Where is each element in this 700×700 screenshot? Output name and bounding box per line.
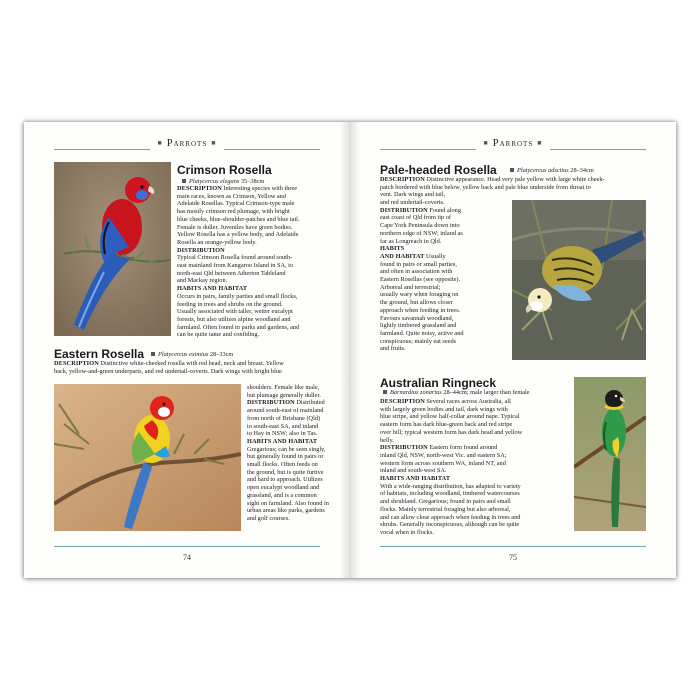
text-run: and Mackay region. xyxy=(177,277,228,285)
text-line xyxy=(380,238,508,246)
text-line xyxy=(177,193,327,201)
australian-ringneck-text xyxy=(380,398,568,537)
crimson-rosella-photo xyxy=(54,162,171,336)
section-label: DESCRIPTION xyxy=(380,176,425,183)
running-head: ■ Parrots ■ xyxy=(483,138,543,149)
header-rule-left xyxy=(380,149,476,150)
text-run: and golf courses. xyxy=(247,514,290,522)
text-run: and hard to approach. Utilizes xyxy=(247,476,323,484)
text-line xyxy=(380,506,568,514)
text-line xyxy=(177,224,327,232)
section-label: DESCRIPTION xyxy=(380,398,425,405)
text-run: Distributed xyxy=(294,399,325,407)
text-line xyxy=(247,415,327,423)
text-run: far as Longreach in Qld. xyxy=(380,237,442,245)
header-rule-left xyxy=(54,149,150,150)
text-run: Rosella an orange-yellow body. xyxy=(177,238,257,246)
text-line xyxy=(177,247,327,255)
eastern-rosella-scientific-name: Platycercus eximius 28–33cm xyxy=(151,351,233,358)
text-line xyxy=(54,368,324,376)
text-run: conspicuous; mainly eat seeds xyxy=(380,337,457,345)
text-line xyxy=(177,254,327,262)
text-line xyxy=(380,307,508,315)
text-run: and often in association with xyxy=(380,268,453,276)
pale-headed-rosella-text-side xyxy=(380,199,508,353)
text-line xyxy=(247,399,327,407)
text-line xyxy=(380,245,508,253)
text-line xyxy=(177,185,327,193)
section-label: HABITS xyxy=(380,245,405,253)
text-run: and red undertail-coverts. xyxy=(380,199,445,206)
text-line xyxy=(380,299,508,307)
text-run: and can allow close approach when feeding in trees and xyxy=(380,513,521,521)
section-label: HABITS AND HABITAT xyxy=(247,437,318,445)
text-run: Gregarious; can be seen singly, xyxy=(247,445,326,453)
pale-headed-rosella-text-top xyxy=(380,176,650,199)
text-run: from north of Brisbane (Qld) xyxy=(247,414,321,422)
text-run: and shrubland. Gregarious; found in pairs and small xyxy=(380,498,511,506)
text-run: farmland. Quite noisy, active and xyxy=(380,329,464,337)
section-label: DISTRIBUTION xyxy=(247,399,295,407)
text-run: approach when feeding in trees. xyxy=(380,306,461,314)
text-run: Found along xyxy=(427,206,461,214)
eastern-rosella-photo xyxy=(54,384,241,531)
text-run: inland Qld, NSW, north-west Vic. and eastern SA; xyxy=(380,451,507,459)
crimson-rosella-scientific-name: Platycercus elegans 35–38cm xyxy=(182,178,264,185)
footer-rule xyxy=(380,546,646,547)
text-line xyxy=(380,444,568,452)
text-run: western form across southern WA, inland NT, and xyxy=(380,459,506,467)
text-run: Usually xyxy=(424,252,446,260)
text-run: around south-east of mainland xyxy=(247,407,324,415)
text-run: to Hay in NSW; also in Tas. xyxy=(247,430,318,438)
text-run: Typical Crimson Rosella found around south- xyxy=(177,254,293,262)
text-line xyxy=(380,452,568,460)
text-line xyxy=(247,469,327,477)
eastern-rosella-text-side xyxy=(247,384,327,523)
text-run: Distinctive appearance. Head very pale yellow with large white cheek- xyxy=(424,176,605,183)
bullet-square-icon xyxy=(383,390,387,394)
text-run: the ground, but allows closer xyxy=(380,299,453,307)
text-line xyxy=(380,184,650,192)
text-line xyxy=(380,214,508,222)
text-line xyxy=(380,222,508,230)
page-number: 74 xyxy=(183,553,191,562)
text-line xyxy=(380,199,508,207)
text-line xyxy=(247,476,327,484)
pale-headed-rosella-photo xyxy=(512,200,646,360)
text-run: east mainland from Kangaroo Island in SA, to xyxy=(177,262,294,270)
crimson-rosella-text xyxy=(177,185,327,339)
text-run: inland and south-west SA. xyxy=(380,467,447,475)
text-run: Adelaide Rosellas. Typical Crimson-type male xyxy=(177,200,295,208)
text-run: back, yellow-and-green underparts, and red undertail-coverts. Dark wings with bright blue xyxy=(54,367,282,375)
text-line xyxy=(54,360,324,368)
text-run: shoulders. Female like male, xyxy=(247,384,320,391)
section-label: HABITS AND HABITAT xyxy=(380,475,451,483)
text-line xyxy=(380,191,650,199)
text-run: found in pairs or small parties, xyxy=(380,260,457,268)
text-line xyxy=(247,423,327,431)
text-run: Arboreal and terrestrial; xyxy=(380,283,441,291)
text-line xyxy=(247,430,327,438)
text-line xyxy=(380,521,568,529)
text-line xyxy=(177,301,327,309)
text-line xyxy=(177,316,327,324)
text-run: northern edge of NSW; inland as xyxy=(380,229,463,237)
header-rule-right xyxy=(550,149,646,150)
header-rule-right xyxy=(224,149,320,150)
text-line xyxy=(380,261,508,269)
text-line xyxy=(177,308,327,316)
text-run: blue stripe, and yellow half-collar around nape. Typical xyxy=(380,413,520,421)
text-line xyxy=(247,461,327,469)
text-run: feeding in trees and shrubs on the ground. xyxy=(177,300,283,308)
text-line xyxy=(247,392,327,400)
text-line xyxy=(177,262,327,270)
text-run: main races, known as Crimson, Yellow and xyxy=(177,192,286,200)
text-run: open eucalypt woodland and xyxy=(247,484,320,492)
text-line xyxy=(247,384,327,392)
text-line xyxy=(380,284,508,292)
text-line xyxy=(380,421,568,429)
text-line xyxy=(380,322,508,330)
text-run: Eastern form found around xyxy=(427,444,498,452)
text-run: Female is duller. Juveniles have green bodies. xyxy=(177,223,293,231)
footer-rule xyxy=(54,546,320,547)
text-line xyxy=(177,324,327,332)
section-label: DESCRIPTION xyxy=(54,360,99,367)
bullet-square-icon xyxy=(151,352,155,356)
text-run: shrubs. Generally inconspicuous, although can be quite xyxy=(380,521,520,529)
text-run: with largely green bodies and tail, dark wings with xyxy=(380,405,508,413)
text-run: but generally found in pairs or xyxy=(247,453,324,461)
text-line xyxy=(380,398,568,406)
text-run: Interesting species with three xyxy=(221,185,298,192)
text-line xyxy=(380,437,568,445)
running-head: ■ Parrots ■ xyxy=(157,138,217,149)
text-run: usually wary when foraging on xyxy=(380,291,459,299)
text-line xyxy=(247,500,327,508)
text-line xyxy=(177,331,327,339)
text-line xyxy=(247,515,327,523)
text-line xyxy=(380,330,508,338)
text-line xyxy=(380,498,568,506)
text-line xyxy=(247,507,327,515)
text-line xyxy=(177,293,327,301)
section-label: DISTRIBUTION xyxy=(177,246,225,254)
text-line xyxy=(177,277,327,285)
text-line xyxy=(177,208,327,216)
text-run: Occurs in pairs, family parties and small flocks, xyxy=(177,292,298,300)
text-line xyxy=(380,207,508,215)
text-run: vocal when in flocks. xyxy=(380,528,434,536)
text-line xyxy=(380,460,568,468)
text-line xyxy=(247,492,327,500)
text-line xyxy=(177,270,327,278)
text-line xyxy=(380,514,568,522)
text-run: Usually associated with taller, wetter eucalypt xyxy=(177,308,293,316)
text-run: Eastern Rosellas (see opposite). xyxy=(380,276,461,284)
text-line xyxy=(380,529,568,537)
text-run: small flocks. Often feeds on xyxy=(247,461,318,469)
text-run: the ground, but is quite furtive xyxy=(247,468,324,476)
text-line xyxy=(380,429,568,437)
text-line xyxy=(380,467,568,475)
section-label: AND HABITAT xyxy=(380,252,425,260)
text-line xyxy=(247,484,327,492)
text-run: Cape York Peninsula down into xyxy=(380,222,460,230)
text-line xyxy=(380,315,508,323)
text-run: east coast of Qld from tip of xyxy=(380,214,451,222)
text-run: belly. xyxy=(380,436,394,444)
text-run: blue cheeks, blue-shoulder-patches and blue tail. xyxy=(177,215,300,223)
text-line xyxy=(177,216,327,224)
australian-ringneck-photo xyxy=(574,377,646,531)
text-line xyxy=(177,239,327,247)
text-line xyxy=(380,176,650,184)
text-line xyxy=(380,230,508,238)
text-run: grassland, and is a common xyxy=(247,491,317,499)
text-line xyxy=(380,276,508,284)
text-line xyxy=(380,345,508,353)
section-label: DESCRIPTION xyxy=(177,185,222,192)
text-run: flocks. Mainly terrestrial foraging but also arboreal, xyxy=(380,505,511,513)
text-run: forests, but also utilizes alpine woodland and xyxy=(177,315,291,323)
section-label: DISTRIBUTION xyxy=(380,444,428,452)
text-line xyxy=(380,338,508,346)
bullet-square-icon xyxy=(510,168,514,172)
text-run: and fruits. xyxy=(380,345,406,353)
text-line xyxy=(247,446,327,454)
text-run: to south-east SA, and inland xyxy=(247,422,319,430)
text-run: urban areas like parks, gardens xyxy=(247,507,325,515)
text-run: of habitats, including woodland, timbered watercourses xyxy=(380,490,520,498)
section-label: HABITS AND HABITAT xyxy=(177,285,248,293)
text-line xyxy=(177,231,327,239)
text-run: With a wide-ranging distribution, has adapted to variety xyxy=(380,482,521,490)
page-75 xyxy=(350,122,676,578)
pale-headed-rosella-title: Pale-headed Rosella xyxy=(380,163,497,177)
text-run: eastern form has dark blue-green back and red stripe xyxy=(380,421,513,429)
text-line xyxy=(380,253,508,261)
text-run: farmland. Often found in parks and gardens, and xyxy=(177,323,300,331)
text-line xyxy=(380,475,568,483)
page-74 xyxy=(24,122,350,578)
text-run: patch bordered with blue below, yellow back and pale blue underside from throat to xyxy=(380,183,591,191)
text-run: Several races across Australia, all xyxy=(424,398,511,405)
text-line xyxy=(380,268,508,276)
open-book xyxy=(24,122,676,578)
text-run: has mostly crimson red plumage, with bright xyxy=(177,208,290,216)
australian-ringneck-scientific-name: Barnardius zonarius 28–44cm; male larger than female xyxy=(383,389,530,396)
crimson-rosella-title: Crimson Rosella xyxy=(177,163,272,177)
text-run: north-east Qld between Atherton Tableland xyxy=(177,269,286,277)
section-label: DISTRIBUTION xyxy=(380,206,428,214)
text-run: sight on farmland. Also found in xyxy=(247,499,329,507)
eastern-rosella-text-top xyxy=(54,360,324,375)
text-run: Favours savannah woodland, xyxy=(380,314,454,322)
text-run: can be quite tame and confiding. xyxy=(177,331,260,339)
text-line xyxy=(177,200,327,208)
text-run: Yellow Rosella has a yellow body, and Adelaide xyxy=(177,231,299,239)
australian-ringneck-title: Australian Ringneck xyxy=(380,376,497,390)
text-line xyxy=(380,483,568,491)
text-line xyxy=(177,285,327,293)
text-run: over bill; typical western form has dark head and yellow xyxy=(380,428,523,436)
text-run: lightly timbered grassland and xyxy=(380,322,457,330)
text-line xyxy=(380,413,568,421)
text-line xyxy=(247,453,327,461)
pale-headed-rosella-scientific-name: Platycercus adscitus 28–34cm xyxy=(510,167,594,174)
bullet-square-icon xyxy=(182,179,186,183)
eastern-rosella-title: Eastern Rosella xyxy=(54,347,145,361)
text-line xyxy=(380,291,508,299)
text-line xyxy=(380,406,568,414)
text-line xyxy=(380,490,568,498)
text-line xyxy=(247,407,327,415)
text-run: but plumage generally duller. xyxy=(247,391,321,399)
text-line xyxy=(247,438,327,446)
text-run: vent. Dark wings and tail, xyxy=(380,191,446,199)
page-number: 75 xyxy=(509,553,517,562)
text-run: Distinctive white-cheeked rosella with red head, neck and breast. Yellow xyxy=(98,360,284,367)
